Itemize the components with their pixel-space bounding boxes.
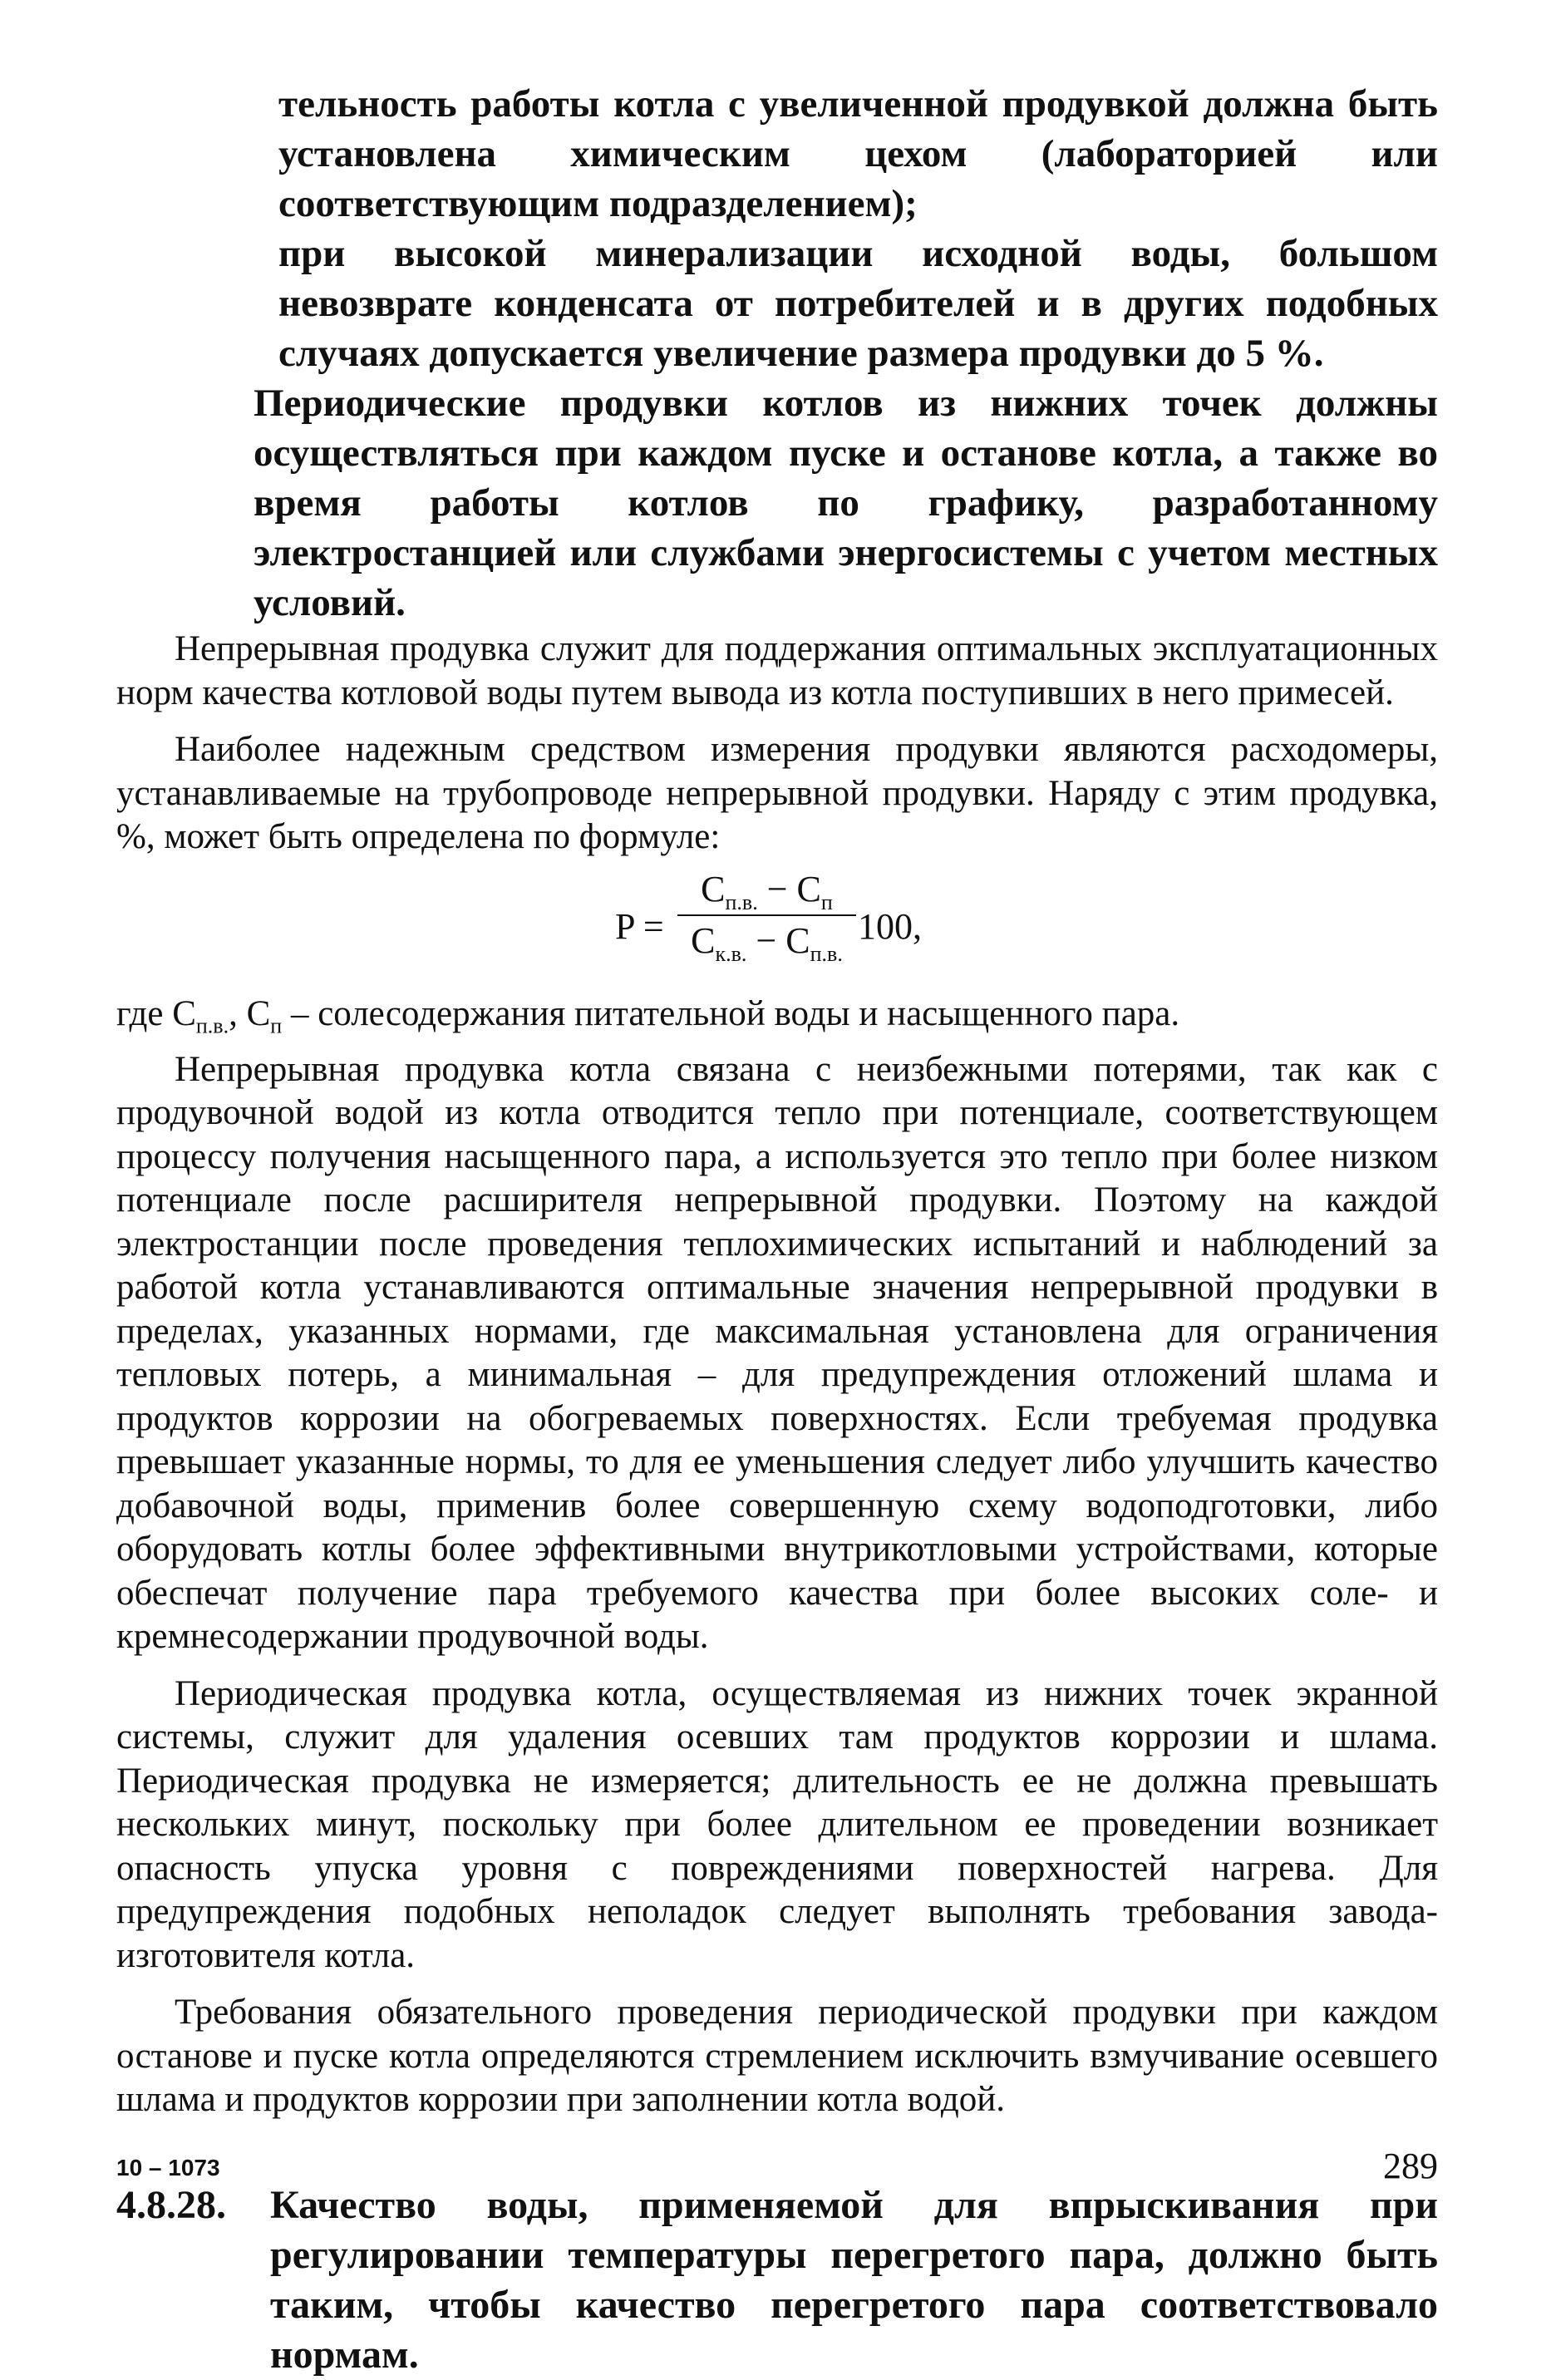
paragraph-2: Наиболее надежным средством измерения продувки являются расходомеры, устанавливаемые на трубопроводе непрерывной продувки. Наряду с этим продувка, %, может быть определена по формуле: xyxy=(116,730,1438,856)
signature-code: 10 – 1073 xyxy=(116,2155,220,2180)
formula-rhs: 100, xyxy=(858,905,922,947)
section-text: Качество воды, применяемой для впрыскивания при регулировании температуры перегретого пара, должно быть таким, чтобы качество перегретого пара соответствовало нормам. xyxy=(270,2182,1438,2377)
paragraph-5: Требования обязательного проведения периодической продувки при каждом останове и пуске котла определяются стремлением исключить взмучивание осевшего шлама и продуктов коррозии при заполнении котла водой. xyxy=(116,1993,1438,2120)
page-footer xyxy=(116,2145,1438,2186)
formula xyxy=(116,860,1438,993)
bold-paragraph-2: при высокой минерализации исходной воды, большом невозврате конденсата от потребителей и в других подобных случаях допускается увеличение размера продувки до 5 %. xyxy=(278,232,1438,375)
paragraph-4: Периодическая продувка котла, осуществляемая из нижних точек экранной системы, служит для удаления осевших там продуктов коррозии и шлама. Периодическая продувка не измеряется; длительность ее не должна превышать нескольких минут, поскольку при более длительном ее проведении возникает опасность упуска уровня с повреждениями поверхностей нагрева. Для предупреждения подобных неполадок следует выполнять требования завода-изготовителя котла. xyxy=(116,1673,1438,1975)
paragraph-3: Непрерывная продувка котла связана с неизбежными потерями, так как с продувочной водой из котла отводится тепло при потенциале, соответствующем процессу получения насыщенного пара, а используется это тепло при более низком потенциале после расширителя непрерывной продувки. Поэтому на каждой электростанции после проведения теплохимических испытаний и наблюдений за работой котла устанавливаются оптимальные значения непрерывной продувки в пределах, указанных нормами, где максимальная установлена для ограничения тепловых потерь, а минимальная – для предупреждения отложений шлама и продуктов коррозии на обогреваемых поверхностях. Если требуемая продувка превышает указанные нормы, то для ее уменьшения следует либо улучшить качество добавочной воды, применив более совершенную схему водоподготовки, либо оборудовать котлы более эффективными внутрикотловыми устройствами, которые обеспечат получение пара требуемого качества при более высоких соле- и кремнесодержании продувочной воды. xyxy=(116,1049,1438,1657)
formula-denominator: $C_{к.в.} - C_{п.в.}$ xyxy=(691,919,843,966)
formula-numerator: $C_{п.в.} - C_п$ xyxy=(701,868,833,914)
bold-paragraph-1: тельность работы котла с увеличенной продувкой должна быть установлена химическим цехом (лабораторией или соответствующим подразделением); xyxy=(278,82,1438,225)
bold-paragraph-3: Периодические продувки котлов из нижних точек должны осуществляться при каждом пуске и останове котла, а также во время работы котлов по графику, разработанному электростанцией или службами энергосистемы с учетом местных условий. xyxy=(254,382,1438,624)
page-body xyxy=(116,79,1438,2380)
page-number: 289 xyxy=(1383,2146,1438,2186)
section-4-8-28 xyxy=(116,2180,1438,2380)
section-number: 4.8.28. xyxy=(116,2182,226,2227)
formula-fraction xyxy=(677,868,856,966)
fraction-bar xyxy=(677,914,856,916)
formula-note: где $C_{п.в.}$, $C_п$ – солесодержания питательной воды и насыщенного пара. xyxy=(116,993,1180,1038)
paragraph-1: Непрерывная продувка служит для поддержания оптимальных эксплуатационных норм качества котловой воды путем вывода из котла поступивших в него примесей. xyxy=(116,629,1438,712)
bold-list-block xyxy=(278,79,1438,378)
formula-lhs: P = xyxy=(615,905,664,947)
